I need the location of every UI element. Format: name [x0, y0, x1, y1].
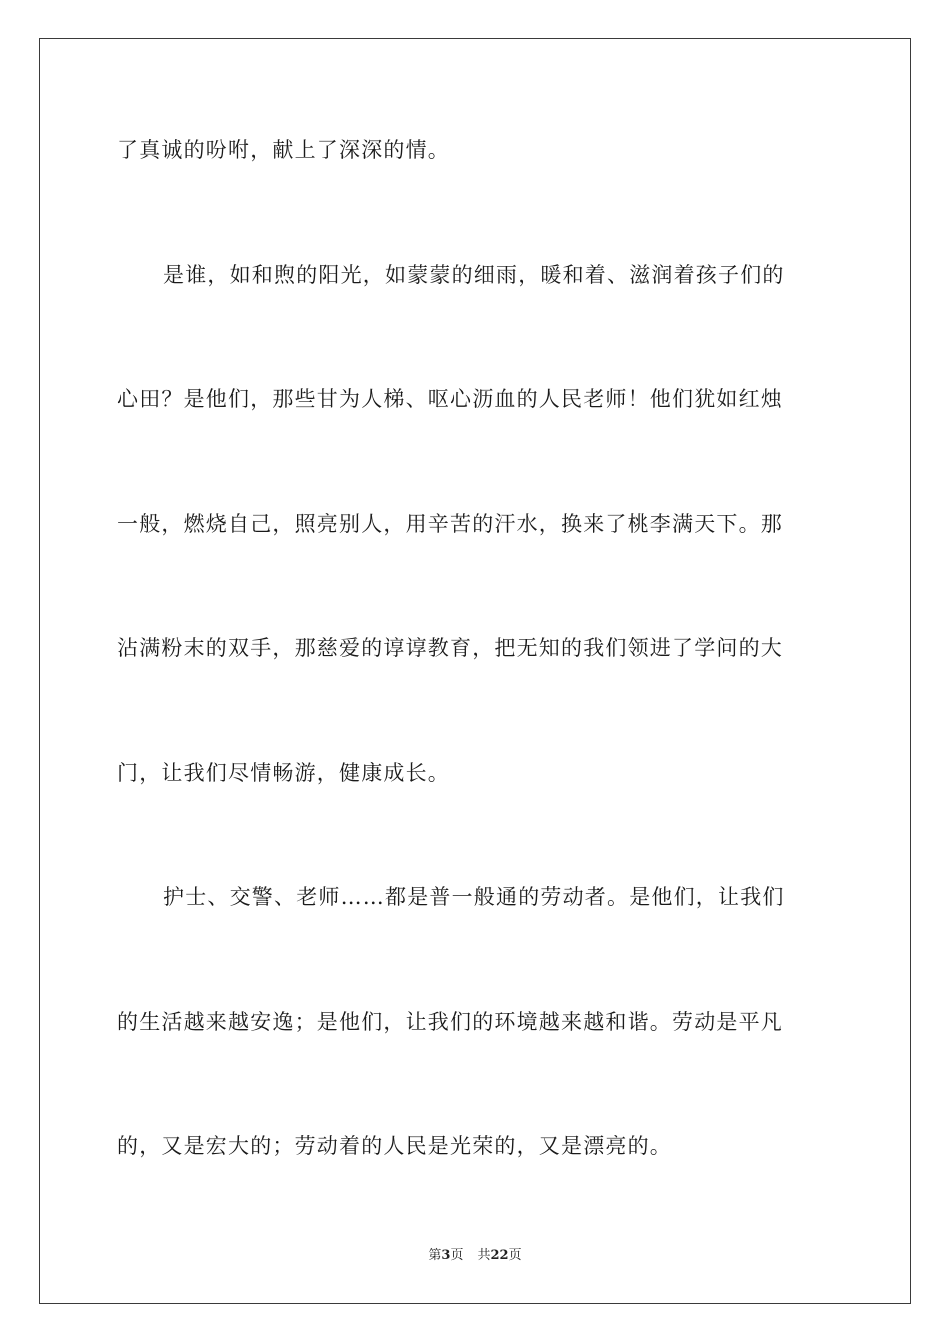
text-line-4: 一般，燃烧自己，照亮别人，用辛苦的汗水，换来了桃李满天下。那: [117, 512, 783, 536]
text-line-9: 的，又是宏大的；劳动着的人民是光荣的，又是漂亮的。: [117, 1134, 672, 1158]
text-line-3: 心田？是他们，那些甘为人梯、呕心沥血的人民老师！他们犹如红烛: [117, 387, 783, 411]
footer-total-prefix: 共: [477, 1248, 491, 1263]
footer-total-pages: 22: [490, 1248, 509, 1263]
footer-total-suffix: 页: [508, 1248, 522, 1263]
text-line-6: 门，让我们尽情畅游，健康成长。: [117, 761, 450, 785]
page-border: [39, 38, 911, 1304]
footer-page-number: 3: [441, 1248, 451, 1263]
footer-page-suffix: 页: [450, 1248, 464, 1263]
text-line-7: 护士、交警、老师……都是普一般通的劳动者。是他们，让我们: [163, 885, 785, 909]
text-line-1: 了真诚的吩咐，献上了深深的情。: [117, 138, 450, 162]
text-line-2: 是谁，如和煦的阳光，如蒙蒙的细雨，暖和着、滋润着孩子们的: [163, 263, 785, 287]
footer-page-prefix: 第: [428, 1248, 442, 1263]
text-line-8: 的生活越来越安逸；是他们，让我们的环境越来越和谐。劳动是平凡: [117, 1010, 783, 1034]
page-footer: [0, 1247, 950, 1265]
text-line-5: 沾满粉末的双手，那慈爱的谆谆教育，把无知的我们领进了学问的大: [117, 636, 783, 660]
